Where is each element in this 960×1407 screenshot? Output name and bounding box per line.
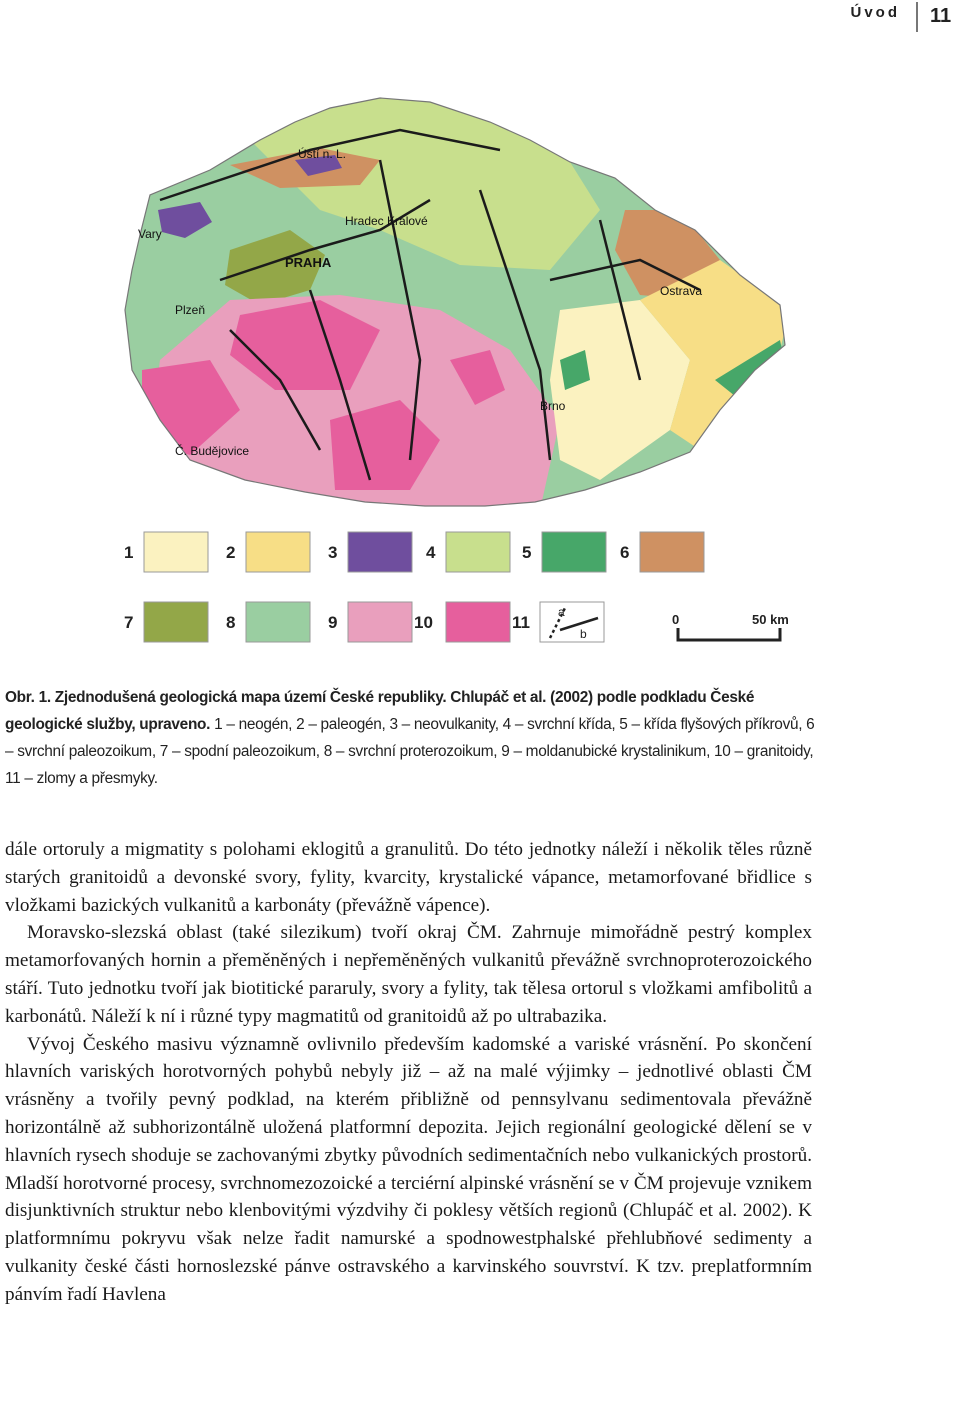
city-label-vary: Vary — [138, 227, 162, 241]
svg-text:10: 10 — [414, 613, 433, 632]
city-label-brno: Brno — [540, 399, 566, 413]
legend-swatch — [640, 532, 704, 572]
legend-item-7 — [124, 602, 208, 642]
legend-swatch — [246, 532, 310, 572]
legend-swatch — [348, 602, 412, 642]
paragraph-1: dále ortoruly a migmatity s polohami eklogitů a granulitů. Do této jednotky náleží i několik těles různě starých granitoidů a devonské svory, fylity, kvarcity, krystalické vápance, metamorfované břidlice s vložkami bazických vulkanitů a karbonáty (převážně vápence). — [5, 839, 812, 916]
legend-item-5 — [522, 532, 606, 572]
svg-text:3: 3 — [328, 543, 338, 562]
figure-caption — [5, 684, 825, 792]
legend-item-11-faults — [512, 602, 604, 642]
geological-map-figure — [80, 60, 820, 660]
legend-item-3 — [328, 532, 412, 572]
legend-item-6 — [620, 532, 704, 572]
running-header-section: Úvod — [850, 4, 900, 21]
svg-text:4: 4 — [426, 543, 436, 562]
svg-text:8: 8 — [226, 613, 236, 632]
svg-text:5: 5 — [522, 543, 532, 562]
legend-swatch — [246, 602, 310, 642]
scale-bar-line — [678, 628, 780, 640]
city-label-budejovice: Č. Budějovice — [175, 444, 250, 458]
caption-legend-text: 1 – neogén, 2 – paleogén, 3 – neovulkanity, 4 – svrchní křída, 5 – křída flyšových příkrovů, 6 – svrchní paleozoikum, 7 – spodní paleozoikum, 8 – svrchní proterozoikum, 9 – moldanubické krystalinikum, 10 – granitoidy, 11 – zlomy a přesmyky. — [5, 716, 815, 787]
scale-bar — [672, 612, 789, 640]
city-label-hradec: Hradec Kralové — [345, 214, 428, 228]
map-legend — [124, 532, 789, 642]
geological-map — [80, 60, 820, 660]
svg-text:0: 0 — [672, 612, 680, 627]
legend-item-2 — [226, 532, 310, 572]
legend-item-4 — [426, 532, 510, 572]
legend-item-10 — [414, 602, 510, 642]
legend-item-1 — [124, 532, 208, 572]
city-label-praha: PRAHA — [285, 255, 332, 270]
legend-swatch — [446, 532, 510, 572]
svg-text:1: 1 — [124, 543, 134, 562]
city-label-ostrava: Ostrava — [660, 284, 703, 298]
caption-title: Obr. 1. Zjednodušená geologická mapa území České republiky. Chlupáč et al. (2002) podle podkladu České geologické služby, upraveno. — [5, 689, 755, 733]
legend-swatch — [144, 602, 208, 642]
legend-swatch — [446, 602, 510, 642]
legend-item-9 — [328, 602, 412, 642]
svg-text:2: 2 — [226, 543, 236, 562]
legend-swatch-faults — [540, 602, 604, 642]
legend-swatch — [542, 532, 606, 572]
legend-item-8 — [226, 602, 310, 642]
legend-swatch — [348, 532, 412, 572]
legend-swatch — [144, 532, 208, 572]
svg-text:7: 7 — [124, 613, 134, 632]
svg-text:50 km: 50 km — [752, 612, 789, 627]
svg-text:b: b — [580, 627, 587, 641]
paragraph-2: Moravsko-slezská oblast (také silezikum) tvoří okraj ČM. Zahrnuje mimořádně pestrý komplex metamorfovaných hornin a přeměněných i nepřeměněných vulkanitů převážně svrchnoproterozoického stáří. Tuto jednotku tvoří jak biotitické pararuly, svory a fylity, tak tělesa ortorul s vložkami amfibolitů a karbonátů. Náleží k ní i různé typy magmatitů od granitoidů až po ultrabazika. — [5, 922, 812, 1027]
paragraph-3: Vývoj Českého masivu významně ovlivnilo především kadomské a variské vrásnění. Po skončení hlavních variských horotvorných pohybů nebyly již – až na malé výjimky – jednotlivé oblasti ČM vrásněny a tvořily pevný podklad, na kterém přibližně od pennsylvanu sedimentovala převážně horizontálně až subhorizontálně uložená platformní depozita. Jejich regionální geologické dělení se v hlavních rysech shoduje se zachovanými zbytky původních sedimentačních nebo vulkanických prostorů. Mladší horotvorné procesy, svrchnomezozoické a terciérní alpinské vrásnění se v ČM projevuje vznikem disjunktivních struktur nebo klenbovitými výzdvihy či poklesy větších regionů (Chlupáč et al. 2002). K platformnímu pokryvu však nelze řadit namurské a spodnowestphalské přehlubňové sedimenty a vulkanity české části hornoslezské pánve ostravského a karvinského souvrství. K tzv. preplatformním pánvím řadí Havlena — [5, 1033, 812, 1305]
svg-text:9: 9 — [328, 613, 338, 632]
svg-text:11: 11 — [512, 613, 530, 632]
city-label-usti: Ústí n. L. — [298, 147, 347, 161]
page-number: 11 — [916, 2, 960, 32]
body-text — [5, 836, 812, 1309]
city-label-plzen: Plzeň — [175, 303, 206, 317]
svg-text:a: a — [558, 605, 565, 619]
svg-text:6: 6 — [620, 543, 630, 562]
